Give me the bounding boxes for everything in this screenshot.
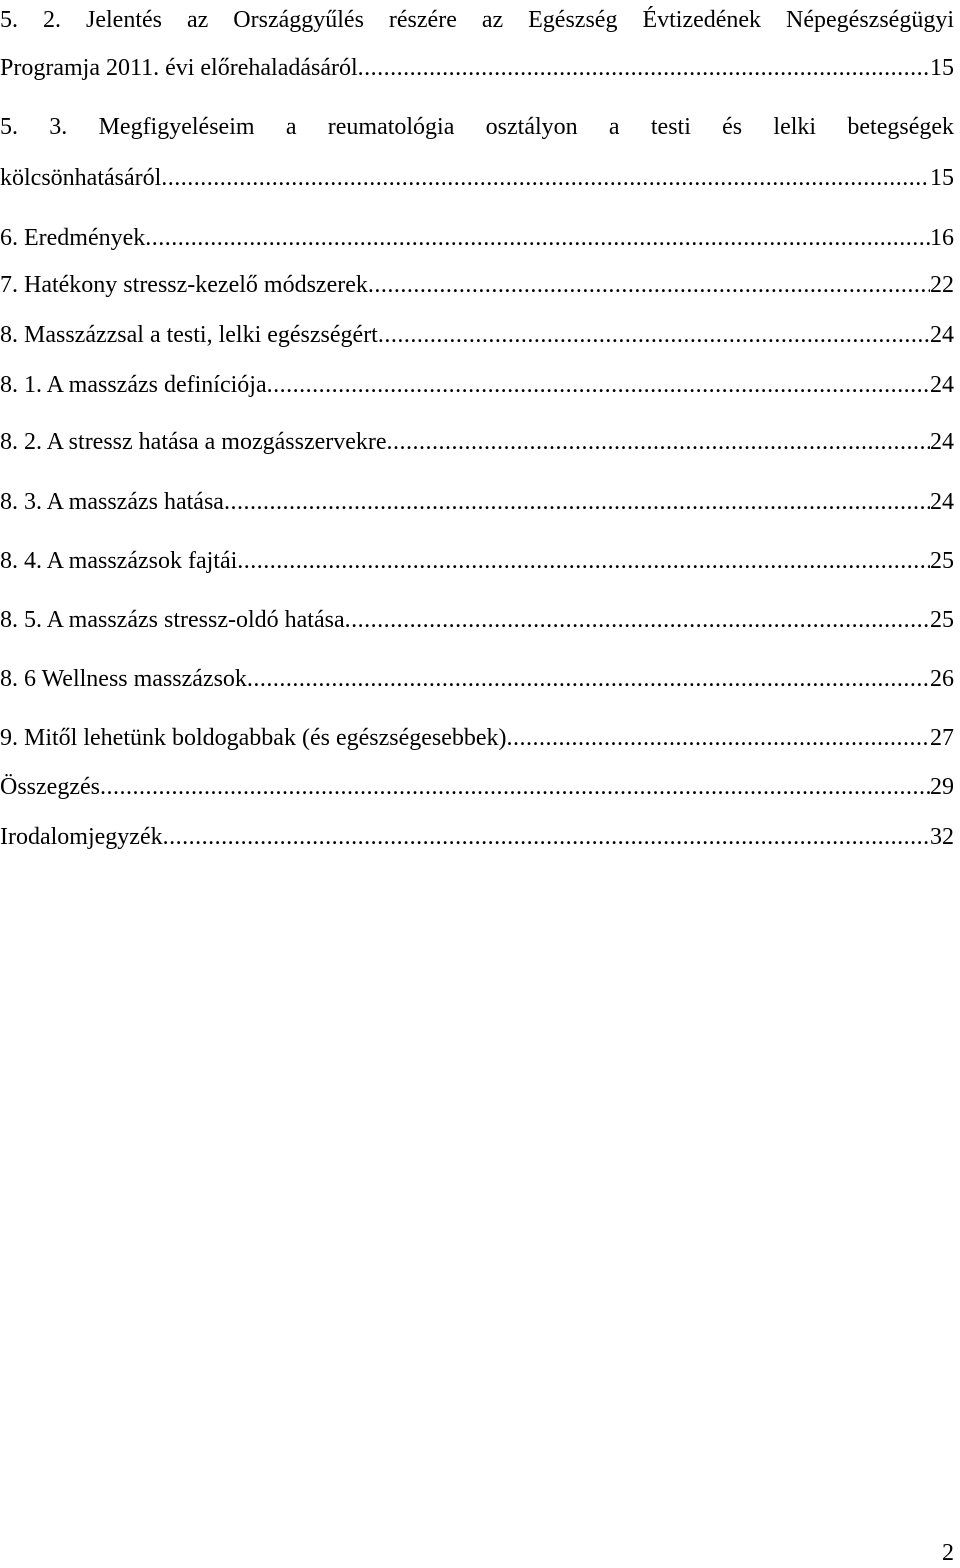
toc-entry: [0, 487, 954, 517]
toc-entry: [0, 546, 954, 576]
toc-entry-page: 22: [930, 272, 954, 298]
dot-leader: [345, 605, 930, 635]
dot-leader: [358, 53, 930, 83]
toc-entry-label: 7. Hatékony stressz-kezelő módszerek: [0, 272, 368, 298]
toc-entry-label: Irodalomjegyzék: [0, 824, 163, 850]
toc-entry-label: Összegzés: [0, 774, 100, 800]
toc-entry-5-3-line1: [0, 112, 954, 142]
toc-entry-label: 8. 4. A masszázsok fajtái: [0, 548, 238, 574]
toc-entry: [0, 772, 954, 802]
dot-leader: [163, 822, 930, 852]
dot-leader: [161, 163, 930, 193]
toc-entry-label: 5. 2. Jelentés az Országgyűlés részére az Egészség Évtizedének Népegészségügyi: [0, 7, 954, 33]
dot-leader: [247, 664, 930, 694]
dot-leader: [100, 772, 930, 802]
toc-entry-page: 29: [930, 774, 954, 800]
dot-leader: [368, 270, 930, 300]
toc-entry-page: 24: [930, 322, 954, 348]
toc-entry-5-3-line2: [0, 163, 954, 193]
toc-entry-page: 24: [930, 489, 954, 515]
toc-entry-page: 16: [930, 225, 954, 251]
toc-entry-label: 8. 2. A stressz hatása a mozgásszervekre: [0, 429, 387, 455]
dot-leader: [387, 427, 930, 457]
toc-entry-page: 24: [930, 372, 954, 398]
page-number: 2: [942, 1540, 954, 1566]
dot-leader: [224, 487, 930, 517]
toc-entry: [0, 664, 954, 694]
toc-entry: [0, 270, 954, 300]
toc-entry-label: kölcsönhatásáról: [0, 165, 162, 191]
toc-entry-page: 24: [930, 429, 954, 455]
toc-entry-page: 25: [930, 607, 954, 633]
toc-entry: [0, 723, 954, 753]
dot-leader: [267, 370, 930, 400]
toc-entry-page: 15: [930, 165, 954, 191]
dot-leader: [378, 320, 930, 350]
toc-entry: [0, 822, 954, 852]
toc-entry-label: 8. 1. A masszázs definíciója: [0, 372, 267, 398]
dot-leader: [237, 546, 930, 576]
toc-entry: [0, 427, 954, 457]
toc-entry-page: 32: [930, 824, 954, 850]
toc-entry-label: 9. Mitől lehetünk boldogabbak (és egészségesebbek): [0, 725, 507, 751]
toc-entry: [0, 370, 954, 400]
toc-entry-label: 5. 3. Megfigyeléseim a reumatológia osztályon a testi és lelki betegségek: [0, 114, 954, 140]
dot-leader: [145, 223, 930, 253]
toc-entry-5-2-line1: [0, 5, 954, 35]
toc-entry-label: 8. 6 Wellness masszázsok: [0, 666, 247, 692]
toc-entry-page: 26: [930, 666, 954, 692]
toc-entry: [0, 223, 954, 253]
toc-entry: [0, 320, 954, 350]
toc-entry-label: 8. 5. A masszázs stressz-oldó hatása: [0, 607, 345, 633]
dot-leader: [507, 723, 930, 753]
toc-entry-page: 27: [930, 725, 954, 751]
toc-entry: [0, 605, 954, 635]
toc-entry-page: 15: [930, 55, 954, 81]
toc-entry-5-2-line2: [0, 53, 954, 83]
toc-entry-label: 8. 3. A masszázs hatása: [0, 489, 224, 515]
toc-entry-label: 8. Masszázzsal a testi, lelki egészségért: [0, 322, 378, 348]
toc-entry-page: 25: [930, 548, 954, 574]
toc-entry-label: 6. Eredmények: [0, 225, 146, 251]
toc-entry-label: Programja 2011. évi előrehaladásáról: [0, 55, 358, 81]
